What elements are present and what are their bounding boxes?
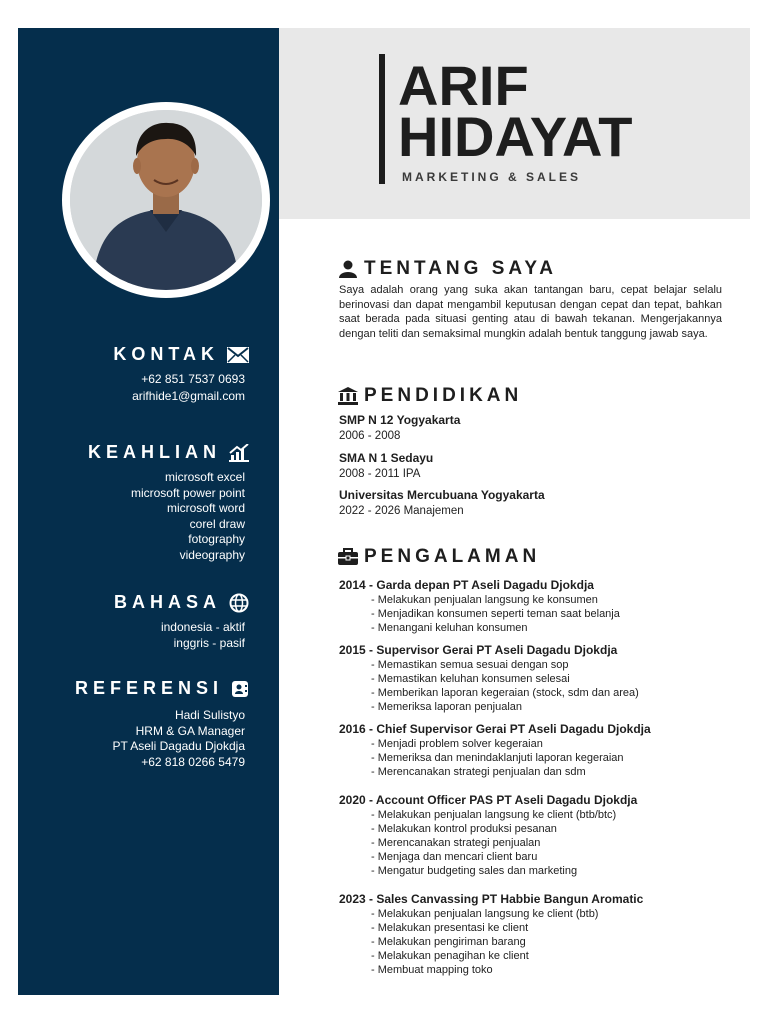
task-item: - Menjaga dan mencari client baru: [371, 851, 538, 863]
school-name: SMA N 1 Sedayu: [339, 451, 434, 465]
experience-title: 2015 - Supervisor Gerai PT Aseli Dagadu Djokdja: [339, 643, 618, 657]
institution-icon: [338, 387, 358, 405]
about-text: Saya adalah orang yang suka akan tantangan baru, cepat belajar selalu berinovasi dan dapat mengambil keputusan dengan cepat dan tepat, bahkan saat berada pada situasi genting atau di bawah tekanan. Mengerjakannya dengan teliti dan semaksimal mungkin adalah bentuk tanggung jawab saya.: [339, 284, 722, 340]
user-icon: [338, 260, 358, 278]
language-item: indonesia - aktif: [160, 620, 245, 634]
task-item: - Menangani keluhan konsumen: [371, 622, 528, 634]
address-card-icon: [231, 680, 249, 698]
education-item: [339, 451, 433, 480]
skill-item: corel draw: [189, 516, 245, 531]
experience-tasks: [339, 808, 637, 878]
education-heading: PENDIDIKAN: [338, 385, 522, 407]
skill-item: fotography: [188, 532, 245, 547]
profile-photo: [70, 110, 262, 290]
experience-item: [339, 892, 643, 977]
experience-title: 2020 - Account Officer PAS PT Aseli Dagadu Djokdja: [339, 793, 638, 807]
task-item: - Melakukan kontrol produksi pesanan: [371, 823, 557, 835]
experience-title: 2023 - Sales Canvassing PT Habbie Bangun Aromatic: [339, 892, 644, 906]
task-item: - Melakukan presentasi ke client: [371, 922, 529, 934]
skills-list: [131, 470, 245, 564]
task-item: - Melakukan penjualan langsung ke client (btb/btc): [371, 809, 617, 821]
experience-tasks: [339, 658, 639, 714]
experience-title: 2014 - Garda depan PT Aseli Dagadu Djokdja: [339, 578, 594, 592]
task-item: - Menjadikan konsumen seperti teman saat belanja: [371, 608, 620, 620]
experience-item: [339, 643, 639, 714]
contact-heading: KONTAK: [113, 344, 249, 365]
skill-item: microsoft word: [166, 501, 245, 516]
task-item: - Merencanakan strategi penjualan: [371, 837, 541, 849]
task-item: - Mengatur budgeting sales dan marketing: [371, 865, 578, 877]
task-item: - Memeriksa dan menindaklanjuti laporan kegeraian: [371, 752, 624, 764]
reference-line: HRM & GA Manager: [135, 723, 245, 738]
skill-item: videography: [179, 547, 245, 562]
briefcase-icon: [338, 548, 358, 566]
last-name: HIDAYAT: [398, 105, 633, 168]
person-photo-illustration: [70, 110, 262, 290]
school-name: Universitas Mercubuana Yogyakarta: [339, 488, 545, 502]
task-item: - Memeriksa laporan penjualan: [371, 701, 523, 713]
references-list: [112, 708, 245, 770]
reference-line: PT Aseli Dagadu Djokdja: [112, 739, 245, 754]
reference-line[interactable]: +62 818 0266 5479: [141, 754, 245, 769]
education-item: [339, 413, 460, 442]
sidebar: [18, 28, 279, 995]
language-item: inggris - pasif: [173, 635, 245, 650]
task-item: - Menjadi problem solver kegeraian: [371, 738, 543, 750]
job-title: MARKETING & SALES: [402, 170, 582, 184]
contact-list: [132, 372, 245, 404]
skills-heading: KEAHLIAN: [88, 442, 249, 463]
task-item: - Memastikan semua sesuai dengan sop: [371, 659, 569, 671]
skill-item: microsoft power point: [130, 485, 245, 500]
first-name: ARIF: [398, 54, 529, 117]
task-item: - Membuat mapping toko: [371, 964, 493, 976]
education-item: [339, 488, 545, 517]
experience-item: [339, 578, 620, 635]
experience-tasks: [339, 737, 651, 779]
school-years: 2006 - 2008: [339, 430, 401, 442]
name-accent-bar: [379, 54, 385, 184]
reference-line: Hadi Sulistyo: [174, 708, 245, 722]
skill-item: microsoft excel: [164, 470, 245, 484]
task-item: - Merencanakan strategi penjualan dan sdm: [371, 766, 586, 778]
languages-heading: BAHASA: [114, 592, 249, 613]
task-item: - Melakukan pengiriman barang: [371, 936, 526, 948]
experience-item: [339, 722, 651, 779]
task-item: - Melakukan penjualan langsung ke client (btb): [371, 908, 599, 920]
task-item: - Memastikan keluhan konsumen selesai: [371, 673, 570, 685]
references-heading: REFERENSI: [75, 678, 249, 699]
languages-list: [161, 620, 245, 651]
contact-phone[interactable]: +62 851 7537 0693: [141, 372, 245, 386]
globe-icon: [229, 593, 249, 613]
task-item: - Melakukan penjualan langsung ke konsumen: [371, 594, 598, 606]
contact-email[interactable]: arifhide1@gmail.com: [132, 388, 245, 403]
school-years: 2008 - 2011 IPA: [339, 468, 421, 480]
photo-frame: [62, 102, 270, 298]
experience-tasks: [339, 593, 620, 635]
experience-heading: PENGALAMAN: [338, 546, 540, 568]
experience-title: 2016 - Chief Supervisor Gerai PT Aseli Dagadu Djokdja: [339, 722, 651, 736]
task-item: - Memberikan laporan kegeraian (stock, sdm dan area): [371, 687, 639, 699]
experience-item: [339, 793, 637, 878]
school-name: SMP N 12 Yogyakarta: [339, 413, 461, 427]
envelope-icon: [227, 347, 249, 363]
school-years: 2022 - 2026 Manajemen: [339, 505, 464, 517]
task-item: - Melakukan penagihan ke client: [371, 950, 529, 962]
bar-chart-icon: [229, 444, 249, 462]
about-heading: TENTANG SAYA: [338, 258, 557, 280]
experience-tasks: [339, 907, 643, 977]
